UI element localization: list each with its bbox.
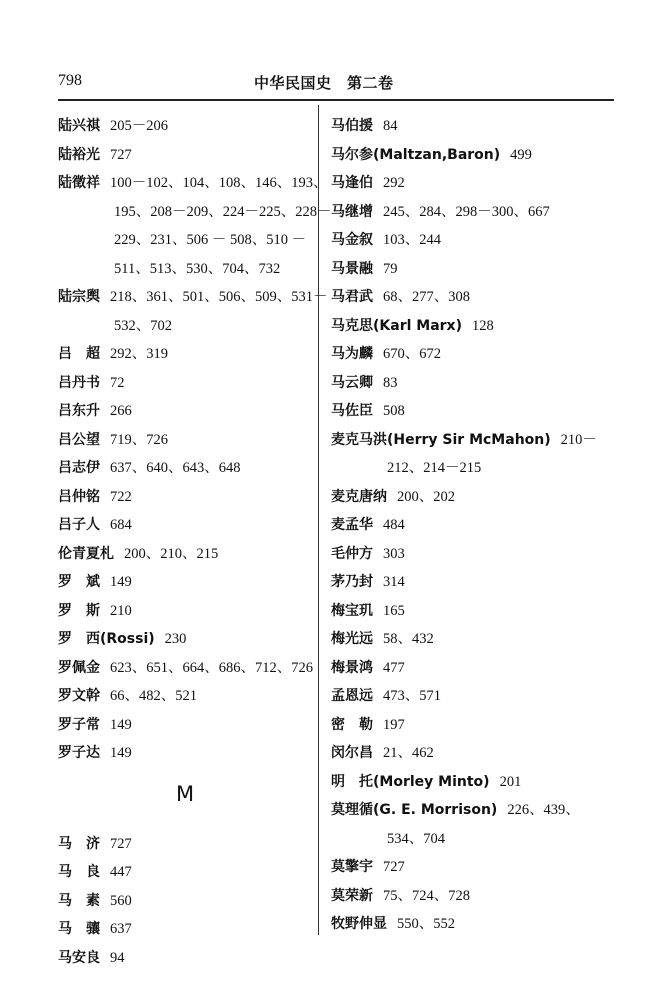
entry-pages: 201: [499, 773, 522, 790]
entry-pages: 83: [383, 374, 398, 391]
entry-name: 罗 斯: [58, 602, 100, 619]
index-entry: [331, 255, 621, 284]
index-entry: [331, 682, 621, 711]
entry-name: 陆徵祥: [58, 175, 100, 191]
entry-name: 马君武: [331, 289, 373, 305]
entry-name: 闵尔昌: [331, 745, 373, 761]
entry-name: 吕 超: [58, 346, 100, 362]
entry-pages: 200、210、215: [124, 545, 219, 562]
entry-name: 吕子人: [58, 517, 100, 533]
entry-pages: 637、640、643、648: [110, 460, 241, 476]
entry-pages: 149: [110, 745, 132, 761]
index-entry: [58, 426, 312, 455]
header-rule: [58, 99, 614, 101]
index-entry: [331, 511, 621, 540]
page-header: [58, 72, 614, 98]
entry-pages: 218、361、501、506、509、531－: [110, 289, 328, 305]
entry-pages: 722: [110, 488, 132, 505]
entry-name: 陆宗舆: [58, 289, 100, 305]
entry-name: 马为麟: [331, 346, 373, 362]
entry-pages-continued: 532、702: [114, 317, 172, 334]
left-column: [58, 112, 332, 972]
entry-pages: 149: [110, 574, 132, 590]
index-entry: [58, 340, 312, 369]
entry-name: 吕公望: [58, 431, 100, 448]
entry-pages: 684: [110, 517, 132, 533]
index-entry: [331, 882, 621, 911]
index-entry: [331, 796, 621, 853]
entry-pages-continued: 212、214－215: [387, 460, 482, 476]
index-entry: [331, 853, 621, 882]
index-entries-right: [331, 112, 621, 939]
entry-pages: 266: [110, 403, 132, 419]
entry-pages: 727: [110, 835, 132, 852]
entry-pages: 210: [110, 602, 132, 619]
index-entry: [58, 887, 312, 916]
entry-name: 吕志伊: [58, 460, 100, 476]
entry-pages: 200、202: [397, 488, 455, 505]
entry-pages: 292、319: [110, 346, 168, 362]
entry-pages: 623、651、664、686、712、726: [110, 659, 313, 676]
index-entry: [331, 483, 621, 512]
entry-name: 马克思(Karl Marx): [331, 317, 462, 334]
index-entry: [58, 369, 312, 398]
entry-pages: 727: [110, 146, 132, 163]
entry-pages: 205－206: [110, 118, 168, 134]
index-entry: [331, 198, 621, 227]
index-entry: [331, 768, 621, 797]
index-entry: [331, 397, 621, 426]
index-entry: [58, 112, 312, 141]
entry-pages: 499: [510, 146, 532, 163]
entry-name: 吕丹书: [58, 374, 100, 391]
entry-name: 罗佩金: [58, 659, 100, 676]
entry-name: 马 素: [58, 892, 100, 909]
entry-name: 马景融: [331, 260, 373, 277]
entry-name: 马伯援: [331, 118, 373, 134]
index-entry: [331, 112, 621, 141]
index-entry: [58, 568, 312, 597]
entry-pages: 670、672: [383, 346, 441, 362]
entry-name: 牧野伸显: [331, 916, 387, 932]
entry-name: 马安良: [58, 949, 100, 966]
entry-pages: 94: [110, 949, 125, 966]
index-entry: [331, 739, 621, 768]
entry-pages: 637: [110, 921, 132, 937]
entry-name: 莫荣新: [331, 887, 373, 904]
index-entry: [58, 597, 312, 626]
entry-name: 吕东升: [58, 403, 100, 419]
entry-pages-continued: 229、231、506 － 508、510 －: [114, 232, 307, 248]
entry-pages: 473、571: [383, 688, 441, 704]
index-entry: [331, 426, 621, 483]
index-entry: [331, 312, 621, 341]
index-entry: [58, 654, 312, 683]
entry-pages: 128: [471, 317, 494, 334]
index-entry: [58, 625, 312, 654]
column-divider: [318, 105, 319, 935]
index-entry: [58, 454, 312, 483]
index-entry: [331, 540, 621, 569]
index-entry: [331, 568, 621, 597]
entry-pages: 560: [110, 892, 132, 909]
index-entry: [58, 830, 312, 859]
entry-name: 马金叙: [331, 232, 373, 248]
entry-name: 茅乃封: [331, 574, 373, 590]
entry-name: 莫擎宇: [331, 859, 373, 875]
entry-pages: 58、432: [383, 631, 434, 647]
entry-pages: 165: [383, 602, 405, 619]
running-title: 中华民国史 第二卷: [254, 74, 394, 92]
entry-name: 罗文幹: [58, 688, 100, 704]
index-entry: [58, 483, 312, 512]
entry-pages: 484: [383, 517, 405, 533]
entry-name: 马继增: [331, 203, 373, 220]
entry-pages: 21、462: [383, 745, 434, 761]
entry-name: 密 勒: [331, 716, 373, 733]
index-entry: [58, 540, 312, 569]
entry-name: 马 骧: [58, 921, 100, 937]
entry-pages: 245、284、298－300、667: [383, 203, 550, 220]
index-entry: [58, 944, 312, 973]
entry-pages: 508: [383, 403, 405, 419]
index-entry: [58, 141, 312, 170]
entry-name: 麦孟华: [331, 517, 373, 533]
entry-pages-continued: 511、513、530、704、732: [114, 260, 281, 277]
entry-pages-continued: 534、704: [387, 830, 445, 847]
entry-name: 陆兴祺: [58, 118, 100, 134]
entry-pages: 230: [164, 631, 187, 647]
entry-pages: 66、482、521: [110, 688, 197, 704]
entry-name: 孟恩远: [331, 688, 373, 704]
entry-pages: 719、726: [110, 431, 168, 448]
entry-name: 伦青夏札: [58, 545, 114, 562]
entry-name: 马 济: [58, 835, 100, 852]
entry-pages: 103、244: [383, 232, 441, 248]
entry-name: 陆裕光: [58, 146, 100, 163]
entry-name: 罗 西(Rossi): [58, 631, 155, 647]
entry-pages: 226、439、: [507, 802, 580, 818]
entry-pages: 447: [110, 864, 132, 880]
entry-name: 罗子常: [58, 716, 100, 733]
entry-name: 马佐臣: [331, 403, 373, 419]
index-entry: [331, 597, 621, 626]
entry-pages: 100－102、104、108、146、193、: [110, 175, 328, 191]
entry-pages: 149: [110, 716, 132, 733]
entry-pages: 197: [383, 716, 405, 733]
entry-pages: 477: [383, 659, 405, 676]
index-entry: [58, 511, 312, 540]
index-entry: [58, 682, 312, 711]
index-entry: [331, 340, 621, 369]
entry-name: 马云卿: [331, 374, 373, 391]
entry-name: 马 良: [58, 864, 100, 880]
entry-pages-continued: 195、208－209、224－225、228－: [114, 203, 332, 220]
index-entry: [331, 226, 621, 255]
entry-name: 梅光远: [331, 631, 373, 647]
entry-name: 莫理循(G. E. Morrison): [331, 802, 498, 818]
entry-pages: 84: [383, 118, 398, 134]
entry-name: 马逢伯: [331, 175, 373, 191]
index-entry: [58, 169, 332, 283]
index-entries-left-bottom: [58, 830, 312, 973]
entry-name: 麦克唐纳: [331, 488, 387, 505]
entry-name: 梅宝玑: [331, 602, 373, 619]
index-entry: [331, 141, 621, 170]
entry-name: 罗 斌: [58, 574, 100, 590]
entry-pages: 303: [383, 545, 405, 562]
index-entries-left-top: [58, 112, 332, 768]
page-number: 798: [58, 72, 82, 89]
entry-pages: 75、724、728: [383, 887, 470, 904]
index-entry: [331, 369, 621, 398]
index-entry: [331, 283, 621, 312]
entry-name: 罗子达: [58, 745, 100, 761]
index-entry: [331, 711, 621, 740]
entry-pages: 210－: [560, 431, 597, 448]
index-entry: [58, 915, 312, 944]
index-entry: [58, 739, 312, 768]
entry-pages: 72: [110, 374, 125, 391]
index-entry: [58, 711, 312, 740]
section-letter: M: [175, 781, 195, 806]
index-entry: [331, 169, 621, 198]
entry-pages: 314: [383, 574, 405, 590]
entry-name: 麦克马洪(Herry Sir McMahon): [331, 431, 551, 448]
entry-name: 吕仲铭: [58, 488, 100, 505]
index-entry: [331, 910, 621, 939]
entry-pages: 550、552: [397, 916, 455, 932]
index-entry: [58, 283, 328, 340]
index-entry: [58, 858, 312, 887]
entry-name: 马尔参(Maltzan,Baron): [331, 146, 501, 163]
right-column: [331, 112, 621, 939]
entry-pages: 79: [383, 260, 398, 277]
index-entry: [58, 397, 312, 426]
entry-name: 明 托(Morley Minto): [331, 773, 490, 790]
entry-pages: 292: [383, 175, 405, 191]
index-entry: [331, 654, 621, 683]
entry-pages: 68、277、308: [383, 289, 470, 305]
entry-name: 毛仲方: [331, 545, 373, 562]
index-entry: [331, 625, 621, 654]
entry-name: 梅景鸿: [331, 659, 373, 676]
entry-pages: 727: [383, 859, 405, 875]
